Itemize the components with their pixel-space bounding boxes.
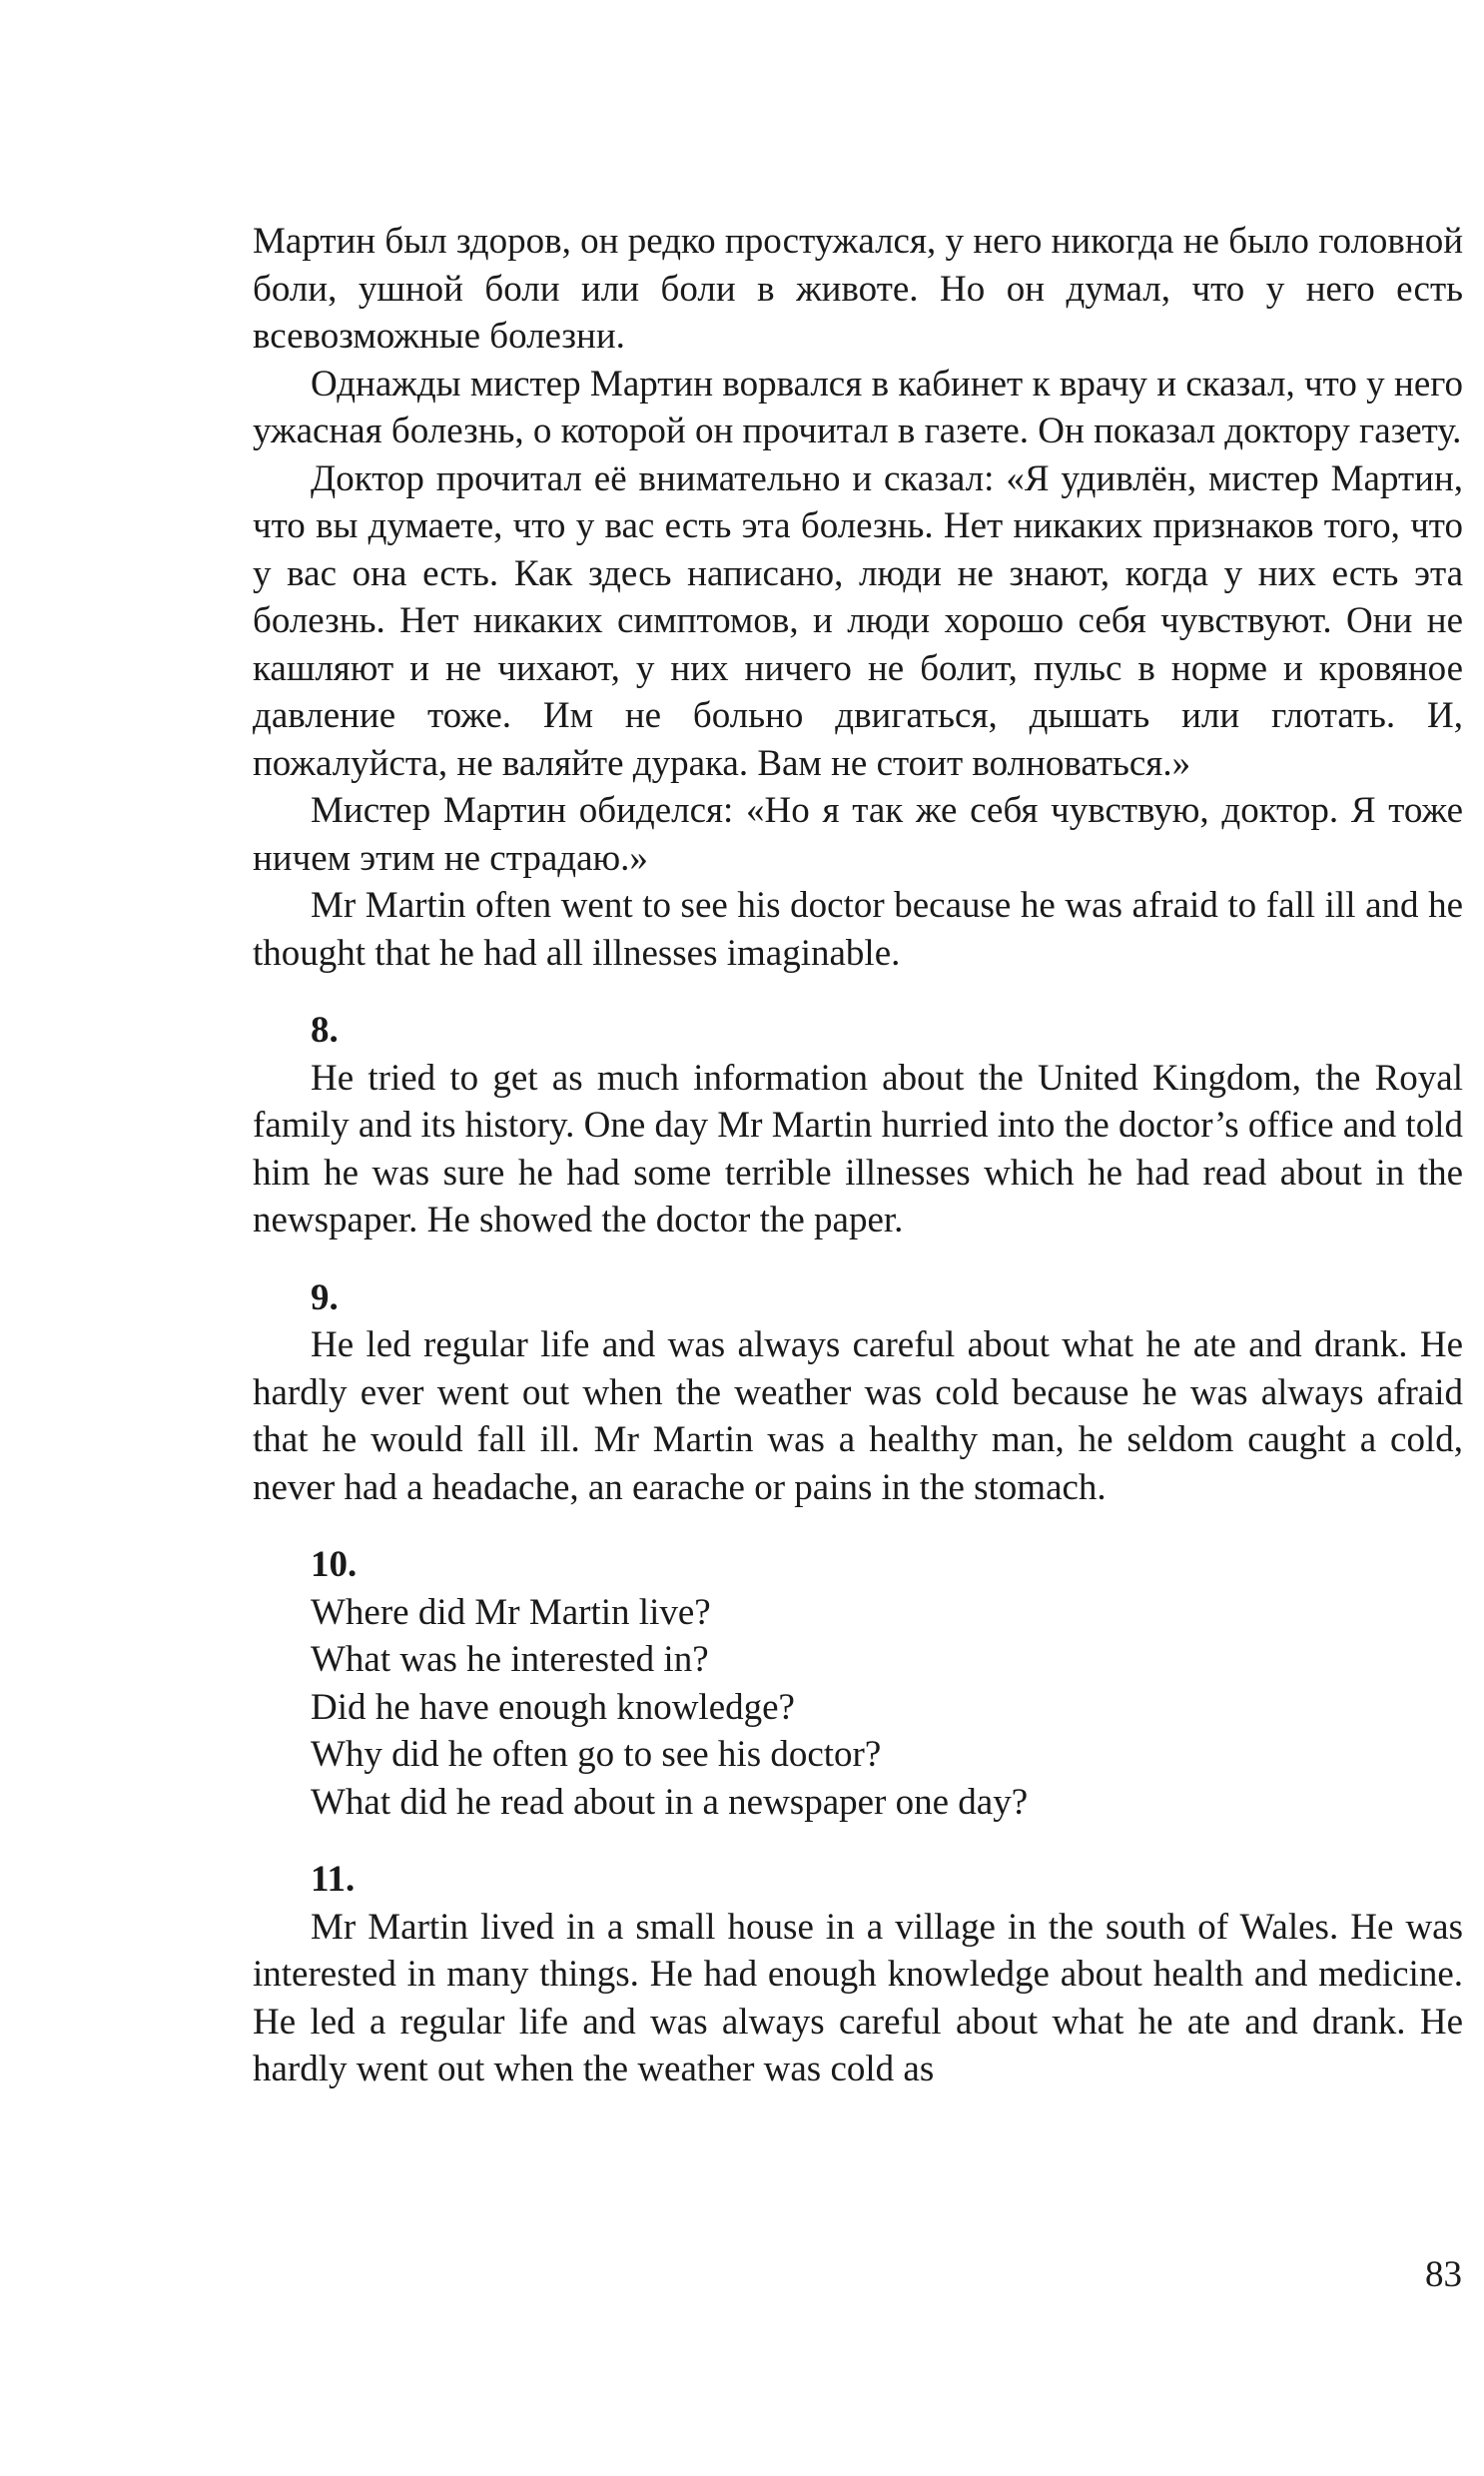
question-item: Where did Mr Martin live?	[311, 1591, 711, 1633]
paragraph-russian-4: Мистер Мартин обиделся: «Но я так же себя чувствую, доктор. Я тоже ничем этим не страдаю.»	[253, 790, 1463, 879]
page-number: 83	[1425, 2254, 1462, 2295]
section-8-text: He tried to get as much information about the United Kingdom, the Royal family and its history. One day Mr Martin hurried into the doctor’s office and told him he was sure he had some terrible illnesses which he had read about in the newspaper. He showed the doctor the paper.	[253, 1057, 1463, 1240]
section-11-number: 11.	[311, 1859, 356, 1900]
paragraph-russian-2: Однажды мистер Мартин ворвался в кабинет к врачу и сказал, что у него ужасная болезнь, о которой он прочитал в газете. Он показал доктору газету.	[253, 363, 1463, 451]
question-item: What was he interested in?	[311, 1639, 709, 1680]
section-9-text: He led regular life and was always careful about what he ate and drank. He hardly ever went out when the weather was cold because he was always afraid that he would fall ill. Mr Martin was a healthy man, he seldom caught a cold, never had a headache, an earache or pains in the stomach.	[253, 1324, 1463, 1508]
section-11-text: Mr Martin lived in a small house in a village in the south of Wales. He was interested in many things. He had enough knowledge about health and medicine. He led a regular life and was always careful about what he ate and drank. He hardly went out when the weather was cold as	[253, 1906, 1463, 2089]
question-item: What did he read about in a newspaper one day?	[311, 1781, 1029, 1823]
section-8-number: 8.	[311, 1010, 339, 1051]
paragraph-russian-1: Мартин был здоров, он редко простужался, у него никогда не было головной боли, ушной боли или боли в животе. Но он думал, что у него есть всевозможные болезни.	[253, 221, 1463, 357]
page-body	[253, 218, 1463, 2093]
section-10-questions	[253, 1589, 1463, 1827]
question-item: Why did he often go to see his doctor?	[311, 1734, 882, 1775]
paragraph-english-summary: Mr Martin often went to see his doctor because he was afraid to fall ill and he thought that he had all illnesses imaginable.	[253, 885, 1463, 974]
section-9-number: 9.	[311, 1276, 339, 1318]
question-item: Did he have enough knowledge?	[311, 1686, 795, 1728]
section-10-number: 10.	[311, 1544, 358, 1585]
paragraph-russian-3: Доктор прочитал её внимательно и сказал: «Я удивлён, мистер Мартин, что вы думаете, что у вас есть эта болезнь. Нет никаких признаков того, что у вас она есть. Как здесь написано, люди не знают, когда у них есть эта болезнь. Нет никаких симптомов, и люди хорошо себя чувствуют. Они не кашляют и не чихают, у них ничего не болит, пульс в норме и кровяное давление тоже. Им не больно двигаться, дышать или глотать. И, пожалуйста, не валяйте дурака. Вам не стоит волноваться.»	[253, 457, 1463, 784]
